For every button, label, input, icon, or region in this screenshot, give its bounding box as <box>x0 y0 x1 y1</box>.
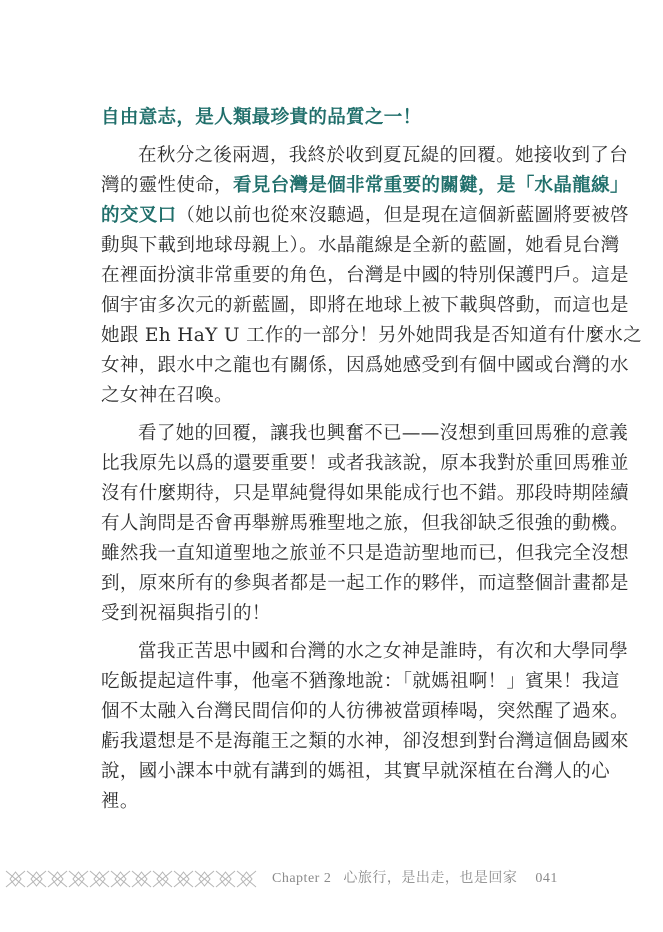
text-line <box>101 727 629 757</box>
body-text-span: 個不太融入台灣民間信仰的人彷彿被當頭棒喝，突然醒了過來。 <box>101 701 629 722</box>
text-line <box>101 201 629 231</box>
body-text-span: 當我正苦思中國和台灣的水之女神是誰時，有次和大學同學 <box>138 641 629 662</box>
body-text-span: 有人詢問是否會再舉辦馬雅聖地之旅，但我卻缺乏很強的動機。 <box>101 513 629 534</box>
chapter-label: Chapter 2 <box>272 871 332 886</box>
body-text-span: 女神，跟水中之龍也有關係，因爲她感受到有個中國或台灣的水 <box>101 355 629 376</box>
text-line <box>101 419 629 449</box>
body-text-span: （她以前也從來沒聽過，但是現在這個新藍圖將要被啓 <box>176 205 629 226</box>
highlighted-text: 自由意志，是人類最珍貴的品質之一！ <box>101 107 422 128</box>
body-text-span: 裡。 <box>101 791 139 812</box>
body-text-span: 說，國小課本中就有講到的媽祖，其實早就深植在台灣人的心 <box>101 761 610 782</box>
body-text-span: 虧我還想是不是海龍王之類的水神，卻沒想到對台灣這個島國來 <box>101 731 629 752</box>
body-text-span: 之女神在召喚。 <box>101 385 233 406</box>
page-footer <box>0 866 663 896</box>
body-text <box>101 103 642 817</box>
paragraph <box>101 141 642 411</box>
body-text-span: 受到祝福與指引的！ <box>101 603 271 624</box>
page-number: 041 <box>535 871 558 886</box>
text-line <box>101 757 610 787</box>
highlighted-text: 看見台灣是個非常重要的關鍵，是「水晶龍線」 <box>232 175 629 196</box>
chapter-title: 心旅行，是出走，也是回家 <box>343 871 518 886</box>
body-text-span: 到，原來所有的參與者都是一起工作的夥伴，而這整個計畫都是 <box>101 573 629 594</box>
body-text-span: 她跟 Eh HaY U 工作的一部分！另外她問我是否知道有什麼水之 <box>101 325 642 346</box>
text-line <box>101 449 629 479</box>
text-line <box>101 787 576 817</box>
text-line <box>101 599 576 629</box>
highlighted-text: 的交叉口 <box>101 205 177 226</box>
text-line <box>101 479 629 509</box>
text-line <box>101 381 576 411</box>
text-line <box>101 637 629 667</box>
text-line <box>101 697 629 727</box>
paragraph <box>101 419 629 629</box>
body-text-span: 動與下載到地球母親上）。水晶龍線是全新的藍圖，她看見台灣 <box>101 235 620 256</box>
paragraph <box>101 103 576 133</box>
text-line <box>101 291 629 321</box>
paragraph <box>101 637 629 817</box>
text-line <box>101 231 620 261</box>
body-text-span: 吃飯提起這件事，他毫不猶豫地說：「就媽祖啊！」賓果！我這 <box>101 671 620 692</box>
text-line <box>101 103 576 133</box>
body-text-span: 個宇宙多次元的新藍圖，即將在地球上被下載與啓動，而這也是 <box>101 295 629 316</box>
text-line <box>101 261 629 291</box>
text-line <box>101 569 629 599</box>
body-text-span: 灣的靈性使命， <box>101 175 233 196</box>
ornament-pattern-icon <box>5 868 257 890</box>
text-line <box>101 509 629 539</box>
body-text-span: 雖然我一直知道聖地之旅並不只是造訪聖地而已，但我完全沒想 <box>101 543 629 564</box>
text-line <box>101 141 629 171</box>
text-line <box>101 321 642 351</box>
body-text-span: 看了她的回覆，讓我也興奮不已——沒想到重回馬雅的意義 <box>138 423 629 444</box>
text-line <box>101 171 629 201</box>
body-text-span: 在秋分之後兩週，我終於收到夏瓦緹的回覆。她接收到了台 <box>138 145 629 166</box>
text-line <box>101 667 620 697</box>
running-footer <box>272 866 558 892</box>
body-text-span: 在裡面扮演非常重要的角色，台灣是中國的特別保護門戶。這是 <box>101 265 629 286</box>
body-text-span: 比我原先以爲的還要重要！或者我該說，原本我對於重回馬雅並 <box>101 453 629 474</box>
text-line <box>101 539 629 569</box>
text-line <box>101 351 629 381</box>
body-text-span: 沒有什麼期待，只是單純覺得如果能成行也不錯。那段時期陸續 <box>101 483 629 504</box>
